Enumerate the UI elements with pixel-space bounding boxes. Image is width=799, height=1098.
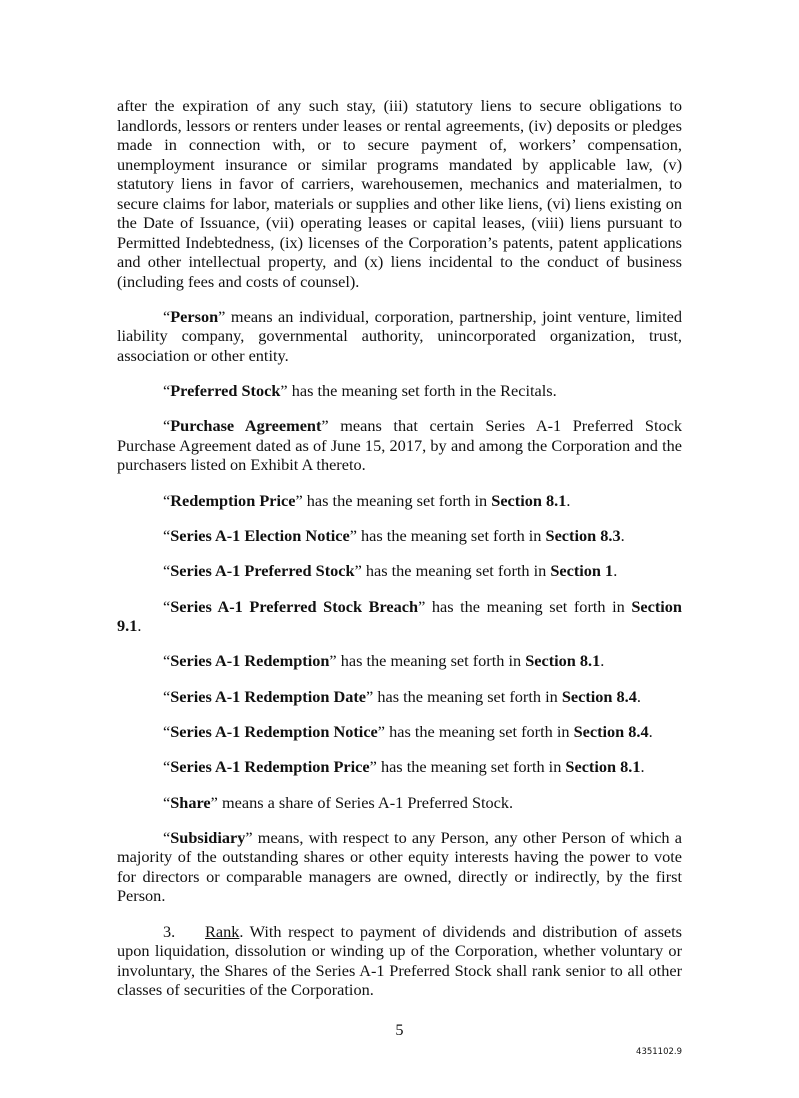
- definition-text: means an individual, corporation, partnership, joint venture, limited liability company, governmental authority, unincorporated organization, trust, association or other entity.: [117, 306, 682, 365]
- document-id: 4351102.9: [636, 1046, 682, 1057]
- definition-text: means, with respect to any Person, any other Person of which a majority of the outstanding shares or other equity interests having the power to vote for directors or comparable managers are owned, directly or indirectly, by the first Person.: [117, 827, 682, 906]
- definition-paragraph: “Share” means a share of Series A-1 Preferred Stock.: [163, 792, 514, 812]
- definition-paragraph: “Series A-1 Preferred Stock Breach” has the meaning set forth in Section 9.1.: [117, 596, 682, 636]
- defined-term: Subsidiary: [170, 827, 246, 847]
- section-reference: Section 1: [550, 561, 614, 581]
- definition-end: .: [566, 490, 571, 510]
- defined-term: Series A-1 Redemption Price: [170, 757, 370, 777]
- defined-term: Series A-1 Redemption Date: [170, 686, 367, 706]
- definition-end: .: [613, 561, 618, 581]
- definition-end: .: [620, 525, 625, 545]
- definition-text: means a share of Series A-1 Preferred Stock.: [217, 792, 514, 812]
- definition-paragraph: “Series A-1 Redemption Notice” has the meaning set forth in Section 8.4.: [163, 721, 653, 741]
- definition-paragraph: “Series A-1 Election Notice” has the meaning set forth in Section 8.3.: [163, 525, 625, 545]
- definition-text: has the meaning set forth in: [356, 525, 546, 545]
- defined-term: Purchase Agreement: [170, 416, 322, 436]
- section-reference: Section 9.1: [117, 596, 682, 636]
- section-heading: Rank: [205, 921, 240, 941]
- defined-term: Redemption Price: [170, 490, 296, 510]
- definition-paragraph: “Person” means an individual, corporation, partnership, joint venture, limited liability company, governmental authority, unincorporated organization, trust, association or other entity.: [117, 306, 682, 365]
- defined-term: Person: [170, 306, 219, 326]
- section-reference: Section 8.1: [491, 490, 567, 510]
- definition-paragraph: “Series A-1 Preferred Stock” has the meaning set forth in Section 1.: [163, 561, 618, 581]
- defined-term: Series A-1 Redemption Notice: [170, 721, 378, 741]
- definition-end: .: [137, 616, 142, 636]
- defined-term: Series A-1 Redemption: [170, 651, 330, 671]
- definition-end: .: [600, 651, 605, 671]
- definition-end: .: [636, 686, 641, 706]
- section-3-rank: [117, 922, 682, 1000]
- definition-text: has the meaning set forth in: [373, 686, 562, 706]
- section-reference: Section 8.4: [573, 721, 649, 741]
- section-reference: Section 8.1: [525, 651, 601, 671]
- section-text: . With respect to payment of dividends and distribution of assets upon liquidation, dissolution or winding up of the Corporation, whether voluntary or involuntary, the Shares of the Series A-1 Preferred Stock shall rank senior to all other classes of securities of the Corporation.: [117, 921, 682, 1000]
- defined-term: Series A-1 Preferred Stock: [170, 561, 355, 581]
- document-body: [117, 96, 682, 1000]
- definition-paragraph: “Subsidiary” means, with respect to any Person, any other Person of which a majority of the outstanding shares or other equity interests having the power to vote for directors or comparable managers are owned, directly or indirectly, by the first Person.: [117, 827, 682, 906]
- definition-text: has the meaning set forth in: [425, 596, 632, 616]
- definition-end: .: [648, 721, 653, 741]
- definition-text: has the meaning set forth in: [361, 561, 551, 581]
- defined-term: Series A-1 Election Notice: [170, 525, 350, 545]
- section-reference: Section 8.3: [545, 525, 621, 545]
- definition-text: has the meaning set forth in: [336, 651, 526, 671]
- definitions-list: [117, 307, 682, 906]
- section-reference: Section 8.4: [561, 686, 637, 706]
- definition-end: .: [640, 757, 645, 777]
- definition-paragraph: “Series A-1 Redemption Price” has the meaning set forth in Section 8.1.: [163, 757, 645, 777]
- definition-paragraph: “Purchase Agreement” means that certain Series A-1 Preferred Stock Purchase Agreement dated as of June 15, 2017, by and among the Corporation and the purchasers listed on Exhibit A thereto.: [117, 416, 682, 475]
- defined-term: Share: [170, 792, 211, 812]
- definition-text: has the meaning set forth in the Recitals.: [287, 381, 557, 401]
- defined-term: Preferred Stock: [170, 381, 281, 401]
- paragraph-permitted-liens-continued: after the expiration of any such stay, (iii) statutory liens to secure obligations to landlords, lessors or renters under leases or rental agreements, (iv) deposits or pledges made in connection with, or to secure payment of, workers’ compensation, unemployment insurance or similar programs mandated by applicable law, (v) statutory liens in favor of carriers, warehousemen, mechanics and materialmen, to secure claims for labor, materials or supplies and other like liens, (vi) liens existing on the Date of Issuance, (vii) operating leases or capital leases, (viii) liens pursuant to Permitted Indebtedness, (ix) licenses of the Corporation’s patents, patent applications and other intellectual property, and (x) liens incidental to the conduct of business (including fees and costs of counsel).: [117, 96, 682, 291]
- definition-text: has the meaning set forth in: [302, 490, 492, 510]
- definition-text: has the meaning set forth in: [385, 721, 574, 741]
- definition-paragraph: “Series A-1 Redemption” has the meaning set forth in Section 8.1.: [163, 651, 605, 671]
- definition-paragraph: “Preferred Stock” has the meaning set forth in the Recitals.: [163, 381, 557, 401]
- page-number: 5: [395, 1019, 404, 1039]
- definition-paragraph: “Series A-1 Redemption Date” has the meaning set forth in Section 8.4.: [163, 686, 641, 706]
- defined-term: Series A-1 Preferred Stock Breach: [170, 596, 419, 616]
- definition-text: has the meaning set forth in: [376, 757, 566, 777]
- definition-text: means that certain Series A-1 Preferred Stock Purchase Agreement dated as of June 15, 2017, by and among the Corporation and the purchasers listed on Exhibit A thereto.: [117, 416, 682, 475]
- section-reference: Section 8.1: [565, 757, 641, 777]
- definition-paragraph: “Redemption Price” has the meaning set forth in Section 8.1.: [163, 490, 571, 510]
- section-number: 3.: [163, 921, 176, 941]
- page-footer: [117, 1020, 682, 1058]
